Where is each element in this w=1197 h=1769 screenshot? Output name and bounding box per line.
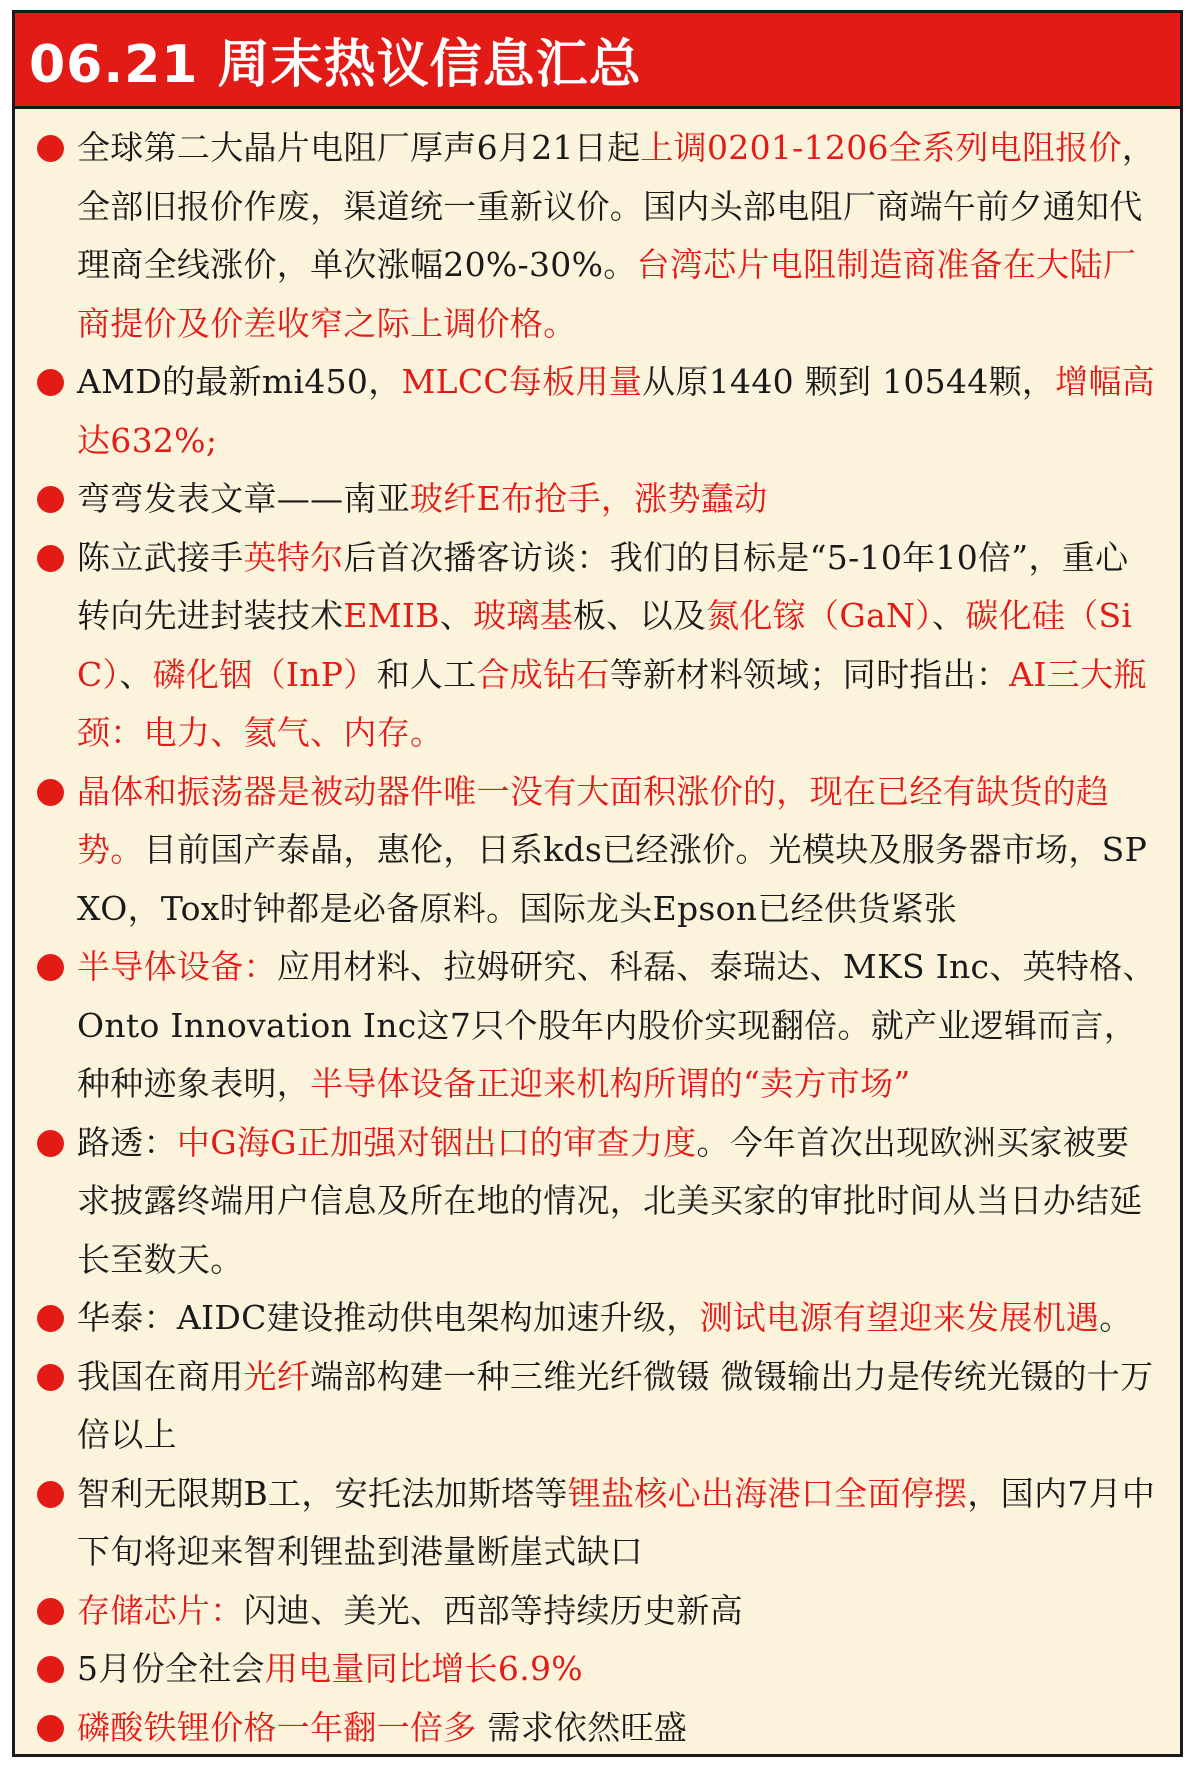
body-text: 5月份全社会: [77, 1649, 265, 1688]
highlight-text: 半导体设备：: [77, 947, 277, 986]
body-text: 。今年首次出现欧洲买家被要求披露终端用户信息及所在地的情况，北美买家的审批时间从当日办结延长至数天。: [77, 1122, 1143, 1279]
body-text: 需求依然旺盛: [476, 1707, 688, 1747]
body-text: 华泰：AIDC建设推动供电架构加速升级，: [77, 1298, 700, 1337]
bullet-icon: [37, 1715, 64, 1742]
body-text: 陈立武接手: [77, 537, 244, 577]
body-text: 板、以及: [573, 596, 707, 635]
highlight-text: 存储芯片：: [77, 1590, 244, 1630]
highlight-text: 合成钻石: [476, 654, 610, 694]
header-bar: [15, 13, 1180, 109]
bullet-icon: [37, 779, 64, 806]
news-item: [35, 470, 1158, 529]
bullet-icon: [37, 1130, 64, 1157]
news-item: [35, 1114, 1158, 1290]
news-item: [35, 353, 1158, 470]
body-text: 全球第二大晶片电阻厂厚声6月21日起: [77, 128, 641, 167]
highlight-text: 增幅高达632%;: [77, 362, 1156, 460]
body-text: 智利无限期B工，安托法加斯塔等: [77, 1473, 568, 1513]
body-text: 应用材料、拉姆研究、科磊、泰瑞达、MKS Inc、英特格、Onto Innovation Inc这7只个股年内股价实现翻倍。就产业逻辑而言，种种迹象表明，: [77, 947, 1156, 1103]
bullet-icon: [37, 954, 64, 981]
body-text: 、: [119, 654, 153, 694]
body-text: 。: [1099, 1298, 1133, 1337]
highlight-text: MLCC每板用量: [401, 362, 643, 401]
bullet-icon: [37, 545, 64, 572]
highlight-text: AI三大瓶颈：电力、氦气、内存。: [77, 654, 1147, 752]
news-item: [35, 1640, 1158, 1699]
body-text: 、: [932, 596, 966, 635]
news-list: [15, 109, 1180, 1757]
highlight-text: 测试电源有望迎来发展机遇: [699, 1298, 1100, 1337]
bullet-icon: [37, 135, 64, 162]
bullet-icon: [37, 1656, 64, 1683]
highlight-text: 氮化镓（GaN）: [706, 596, 933, 635]
highlight-text: 玻纤E布抢手，涨势蠢动: [410, 479, 768, 518]
news-item: [35, 1289, 1158, 1348]
bullet-icon: [37, 1598, 64, 1625]
highlight-text: 玻璃基: [473, 596, 573, 635]
news-item: [35, 119, 1158, 353]
highlight-text: 光纤: [243, 1356, 311, 1396]
body-text: 闪迪、美光、西部等持续历史新高: [243, 1590, 743, 1630]
bullet-icon: [37, 1305, 64, 1332]
bullet-icon: [37, 369, 64, 396]
bullet-icon: [37, 1481, 64, 1508]
highlight-text: 半导体设备正迎来机构所谓的“卖方市场”: [310, 1064, 911, 1103]
highlight-text: 用电量同比增长6.9%: [264, 1649, 583, 1688]
body-text: 等新材料领域；同时指出：: [609, 654, 1010, 694]
highlight-text: 晶体和振荡器是被动器件唯一没有大面积涨价的，现在已经有缺货的趋势。: [77, 771, 1110, 869]
news-item: [35, 1348, 1158, 1465]
body-text: 弯弯发表文章——南亚: [77, 479, 410, 518]
body-text: 从原1440 颗到 10544颗，: [642, 362, 1056, 401]
bullet-icon: [37, 486, 64, 513]
body-text: ，全部旧报价作废，渠道统一重新议价。国内头部电阻厂商端午前夕通知代理商全线涨价，单次涨幅20%-30%。: [77, 128, 1156, 284]
highlight-text: 锂盐核心出海港口全面停摆: [567, 1473, 968, 1513]
news-summary-card: [12, 10, 1183, 1757]
body-text: 和人工: [376, 654, 477, 694]
page-title: 06.21 周末热议信息汇总: [29, 35, 642, 95]
highlight-text: 磷化铟（InP）: [152, 654, 377, 694]
news-item: [35, 1465, 1158, 1582]
highlight-text: 碳化硅（SiC）: [77, 596, 1133, 694]
body-text: 、: [439, 596, 474, 635]
news-item: [35, 529, 1158, 763]
highlight-text: 英特尔: [243, 537, 344, 577]
news-item: [35, 938, 1158, 1114]
highlight-text: 中G海G正加强对铟出口的审查力度: [176, 1122, 697, 1162]
news-item: [35, 1699, 1158, 1758]
news-item: [35, 1582, 1158, 1641]
body-text: 我国在商用: [77, 1356, 244, 1396]
body-text: ，国内7月中下旬将迎来智利锂盐到港量断崖式缺口: [77, 1473, 1156, 1571]
highlight-text: 上调0201-1206全系列电阻报价: [640, 128, 1122, 167]
body-text: 目前国产泰晶，惠伦，日系kds已经涨价。光模块及服务器市场，SPXO，Tox时钟都是必备原料。国际龙头Epson已经供货紧张: [77, 830, 1148, 928]
news-item: [35, 763, 1158, 939]
highlight-text: EMIB: [343, 596, 440, 635]
highlight-text: 台湾芯片电阻制造商准备在大陆厂商提价及价差收窄之际上调价格。: [77, 245, 1137, 343]
bullet-icon: [37, 1364, 64, 1391]
highlight-text: 磷酸铁锂价格一年翻一倍多: [77, 1707, 477, 1747]
body-text: 后首次播客访谈：我们的目标是“5-10年10倍”，重心转向先进封装技术: [77, 537, 1129, 635]
body-text: 路透：: [77, 1122, 177, 1162]
body-text: 端部构建一种三维光纤微镊 微镊输出力是传统光镊的十万倍以上: [77, 1356, 1154, 1454]
body-text: AMD的最新mi450，: [77, 362, 402, 401]
